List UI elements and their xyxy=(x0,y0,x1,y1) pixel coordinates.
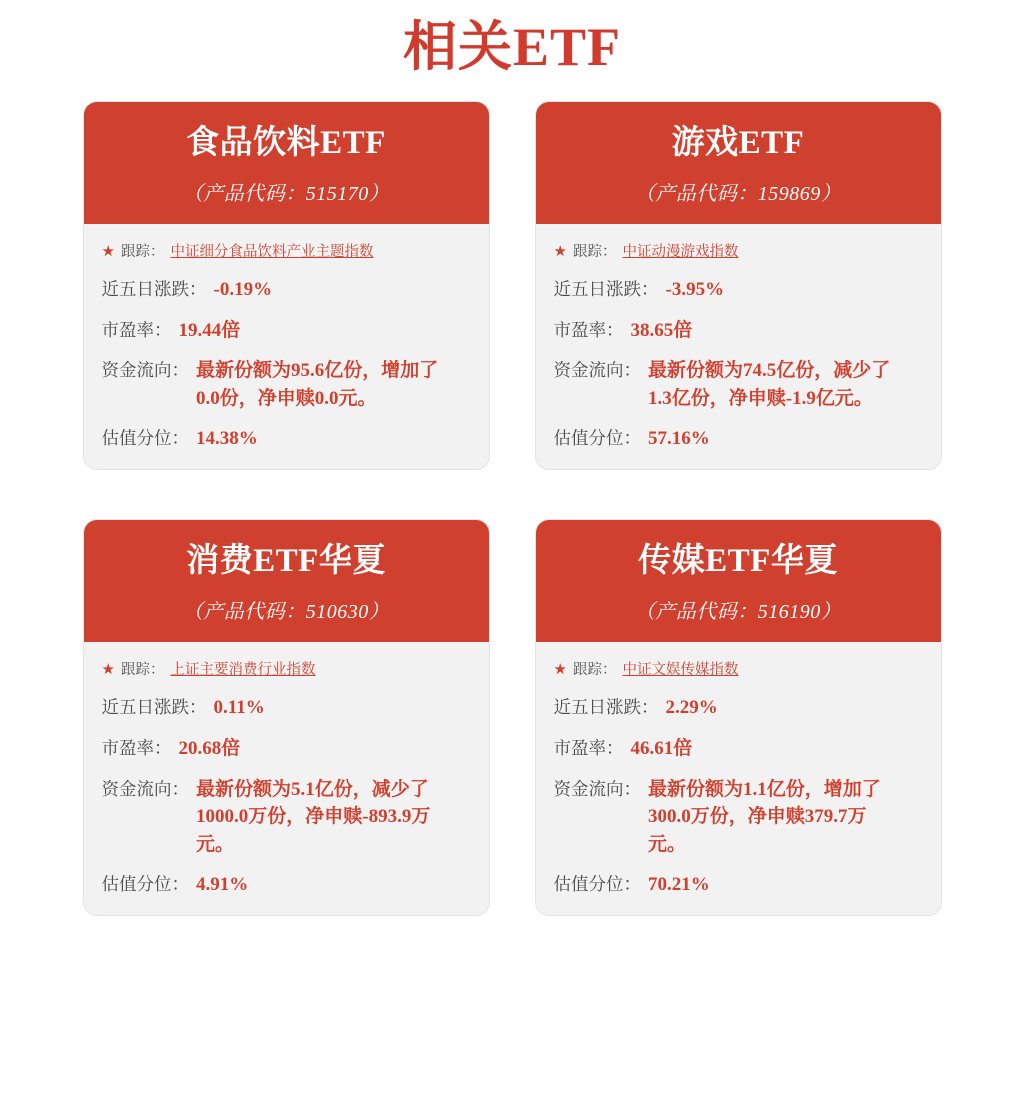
tracking-index-link[interactable]: 中证文娱传媒指数 xyxy=(622,662,739,679)
fund-flow-label: 资金流向： xyxy=(553,778,641,799)
five-day-change-label: 近五日涨跌： xyxy=(553,697,659,718)
tracking-index-link[interactable]: 中证细分食品饮料产业主题指数 xyxy=(170,244,374,261)
tracking-label: 跟踪： xyxy=(120,244,165,261)
star-icon: ★ xyxy=(553,662,567,679)
fund-flow-label: 资金流向： xyxy=(101,778,189,799)
five-day-change-row xyxy=(102,276,471,304)
valuation-percentile-value: 70.21% xyxy=(648,874,710,896)
tracking-index-row xyxy=(102,242,471,262)
etf-card[interactable] xyxy=(83,101,490,470)
valuation-percentile-row xyxy=(102,425,471,453)
etf-card[interactable] xyxy=(83,519,490,916)
pe-ratio-value: 19.44倍 xyxy=(178,319,241,341)
fund-flow-value: 最新份额为95.6亿份，增加了0.0份，净申赎0.0元。 xyxy=(196,360,439,409)
five-day-change-label: 近五日涨跌： xyxy=(101,279,207,300)
pe-ratio-value: 20.68倍 xyxy=(178,737,241,759)
fund-flow-value: 最新份额为74.5亿份，减少了1.3亿份，净申赎-1.9亿元。 xyxy=(648,360,891,409)
fund-flow-value: 最新份额为5.1亿份，减少了1000.0万份，净申赎-893.9万元。 xyxy=(196,778,431,855)
etf-card-header xyxy=(84,102,489,225)
page-title: 相关ETF xyxy=(402,17,622,77)
five-day-change-value: 2.29% xyxy=(665,697,718,719)
star-icon: ★ xyxy=(101,244,115,261)
five-day-change-row xyxy=(554,276,923,304)
five-day-change-label: 近五日涨跌： xyxy=(101,697,207,718)
pe-ratio-row xyxy=(554,317,923,345)
valuation-percentile-value: 14.38% xyxy=(196,428,258,450)
fund-flow-label: 资金流向： xyxy=(101,360,189,381)
tracking-label: 跟踪： xyxy=(120,662,165,679)
fund-flow-row xyxy=(102,357,471,412)
pe-ratio-label: 市盈率： xyxy=(101,319,172,340)
tracking-index-row xyxy=(554,660,923,680)
pe-ratio-label: 市盈率： xyxy=(553,737,624,758)
valuation-percentile-label: 估值分位： xyxy=(101,874,189,895)
etf-card-body xyxy=(84,642,489,914)
etf-card-grid xyxy=(0,101,1024,916)
five-day-change-value: 0.11% xyxy=(213,697,265,719)
valuation-percentile-row xyxy=(102,871,471,899)
tracking-index-link[interactable]: 上证主要消费行业指数 xyxy=(170,662,316,679)
valuation-percentile-value: 57.16% xyxy=(648,428,710,450)
five-day-change-label: 近五日涨跌： xyxy=(553,279,659,300)
etf-name: 消费ETF华夏 xyxy=(186,542,386,579)
fund-flow-label: 资金流向： xyxy=(553,360,641,381)
fund-flow-row xyxy=(554,357,923,412)
pe-ratio-value: 38.65倍 xyxy=(630,319,693,341)
valuation-percentile-label: 估值分位： xyxy=(101,428,189,449)
valuation-percentile-row xyxy=(554,425,923,453)
pe-ratio-value: 46.61倍 xyxy=(630,737,693,759)
five-day-change-value: -3.95% xyxy=(665,279,725,301)
etf-card-header xyxy=(536,520,941,643)
etf-name: 传媒ETF华夏 xyxy=(638,542,838,579)
tracking-label: 跟踪： xyxy=(572,662,617,679)
etf-name: 游戏ETF xyxy=(671,124,805,161)
five-day-change-value: -0.19% xyxy=(213,279,273,301)
etf-card-body xyxy=(536,224,941,469)
etf-card-header xyxy=(84,520,489,643)
etf-card-body xyxy=(84,224,489,469)
star-icon: ★ xyxy=(101,662,115,679)
etf-card-body xyxy=(536,642,941,914)
etf-name: 食品饮料ETF xyxy=(186,124,386,161)
tracking-index-link[interactable]: 中证动漫游戏指数 xyxy=(622,244,739,261)
etf-card-header xyxy=(536,102,941,225)
five-day-change-row xyxy=(554,694,923,722)
tracking-index-row xyxy=(554,242,923,262)
fund-flow-row xyxy=(102,776,471,859)
fund-flow-value: 最新份额为1.1亿份，增加了300.0万份，净申赎379.7万元。 xyxy=(648,778,881,855)
pe-ratio-label: 市盈率： xyxy=(553,319,624,340)
fund-flow-row xyxy=(554,776,923,859)
etf-code: （产品代码：516190） xyxy=(634,601,842,624)
five-day-change-row xyxy=(102,694,471,722)
valuation-percentile-value: 4.91% xyxy=(196,874,249,896)
pe-ratio-label: 市盈率： xyxy=(101,737,172,758)
etf-code: （产品代码：510630） xyxy=(182,601,390,624)
valuation-percentile-label: 估值分位： xyxy=(553,874,641,895)
valuation-percentile-row xyxy=(554,871,923,899)
etf-code: （产品代码：515170） xyxy=(182,183,390,206)
etf-card[interactable] xyxy=(535,101,942,470)
pe-ratio-row xyxy=(554,735,923,763)
valuation-percentile-label: 估值分位： xyxy=(553,428,641,449)
etf-card[interactable] xyxy=(535,519,942,916)
star-icon: ★ xyxy=(553,244,567,261)
pe-ratio-row xyxy=(102,317,471,345)
pe-ratio-row xyxy=(102,735,471,763)
tracking-label: 跟踪： xyxy=(572,244,617,261)
etf-code: （产品代码：159869） xyxy=(634,183,842,206)
tracking-index-row xyxy=(102,660,471,680)
